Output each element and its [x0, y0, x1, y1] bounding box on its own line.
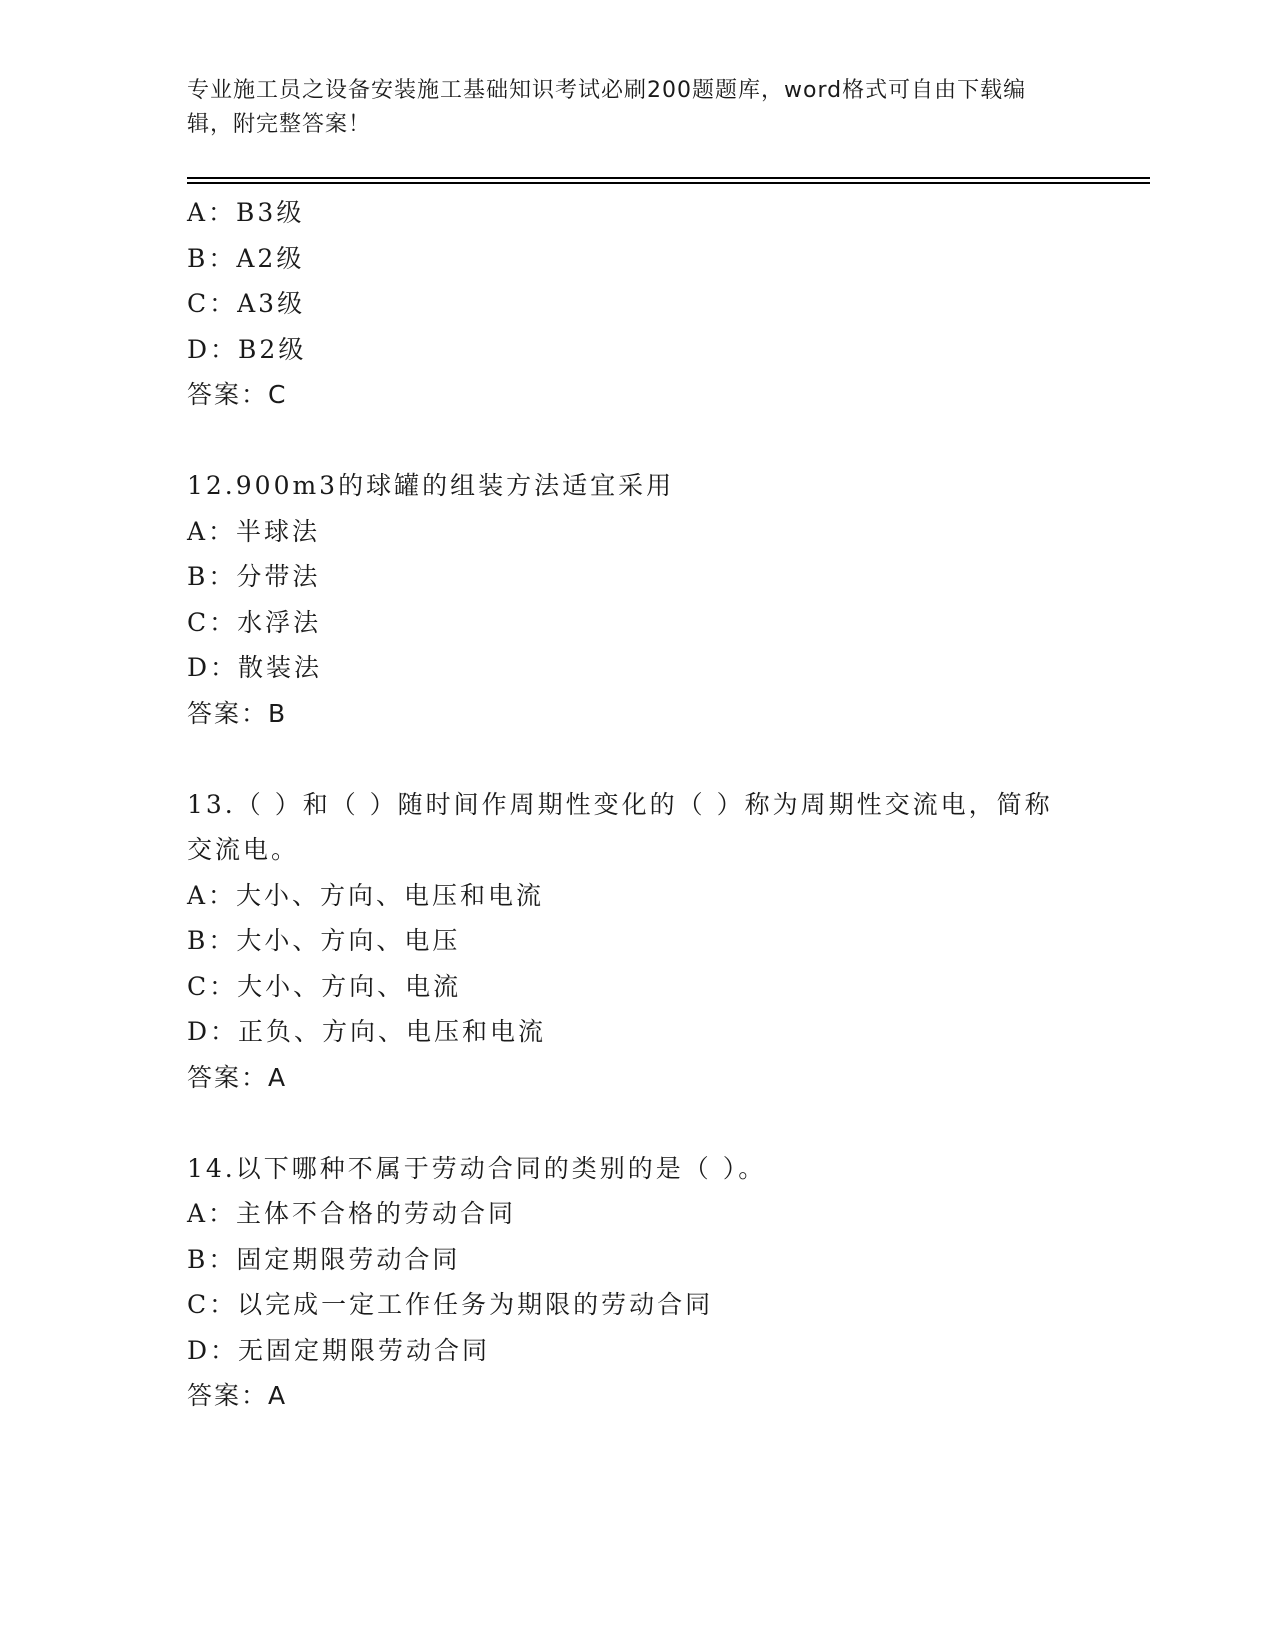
block-spacer: [187, 1100, 1087, 1146]
question-14: [187, 1146, 1087, 1419]
block-spacer: [187, 418, 1087, 464]
option-c: C：以完成一定工作任务为期限的劳动合同: [187, 1290, 714, 1319]
option-b: B：大小、方向、电压: [187, 926, 461, 955]
option-b: B：分带法: [187, 562, 321, 591]
answer-line: 答案：A: [187, 1381, 288, 1410]
option-d: D：散装法: [187, 653, 323, 682]
answer-line: 答案：C: [187, 380, 288, 409]
question-stem: 13.（ ）和（ ）随时间作周期性变化的（ ）称为周期性交流电，简称交流电。: [187, 789, 1053, 864]
block-spacer: [187, 736, 1087, 782]
question-stem: 12.900m3的球罐的组装方法适宜采用: [187, 471, 675, 500]
question-list: [187, 190, 1087, 1419]
document-header-title: 专业施工员之设备安装施工基础知识考试必刷200题题库，word格式可自由下载编辑，附完整答案！: [187, 78, 1027, 137]
option-c: C：水浮法: [187, 607, 322, 637]
option-c: C：A3级: [187, 289, 306, 318]
option-b: B：A2级: [187, 243, 305, 273]
header-divider-bottom: [187, 182, 1150, 184]
answer-line: 答案：A: [187, 1062, 288, 1092]
question-13: [187, 782, 1087, 1101]
option-b: B：固定期限劳动合同: [187, 1244, 461, 1274]
header-divider-top: [187, 177, 1150, 179]
question-stem: 14.以下哪种不属于劳动合同的类别的是（ ）。: [187, 1153, 767, 1183]
question-block-prev: [187, 190, 1087, 418]
option-c: C：大小、方向、电流: [187, 971, 462, 1001]
option-a: A：主体不合格的劳动合同: [187, 1199, 517, 1228]
option-a: A：大小、方向、电压和电流: [187, 880, 545, 910]
question-12: [187, 463, 1087, 736]
option-a: A：半球法: [187, 516, 321, 546]
option-d: D：B2级: [187, 334, 307, 364]
option-d: D：无固定期限劳动合同: [187, 1335, 491, 1365]
option-d: D：正负、方向、电压和电流: [187, 1017, 547, 1046]
option-a: A：B3级: [187, 198, 305, 227]
answer-line: 答案：B: [187, 698, 288, 728]
